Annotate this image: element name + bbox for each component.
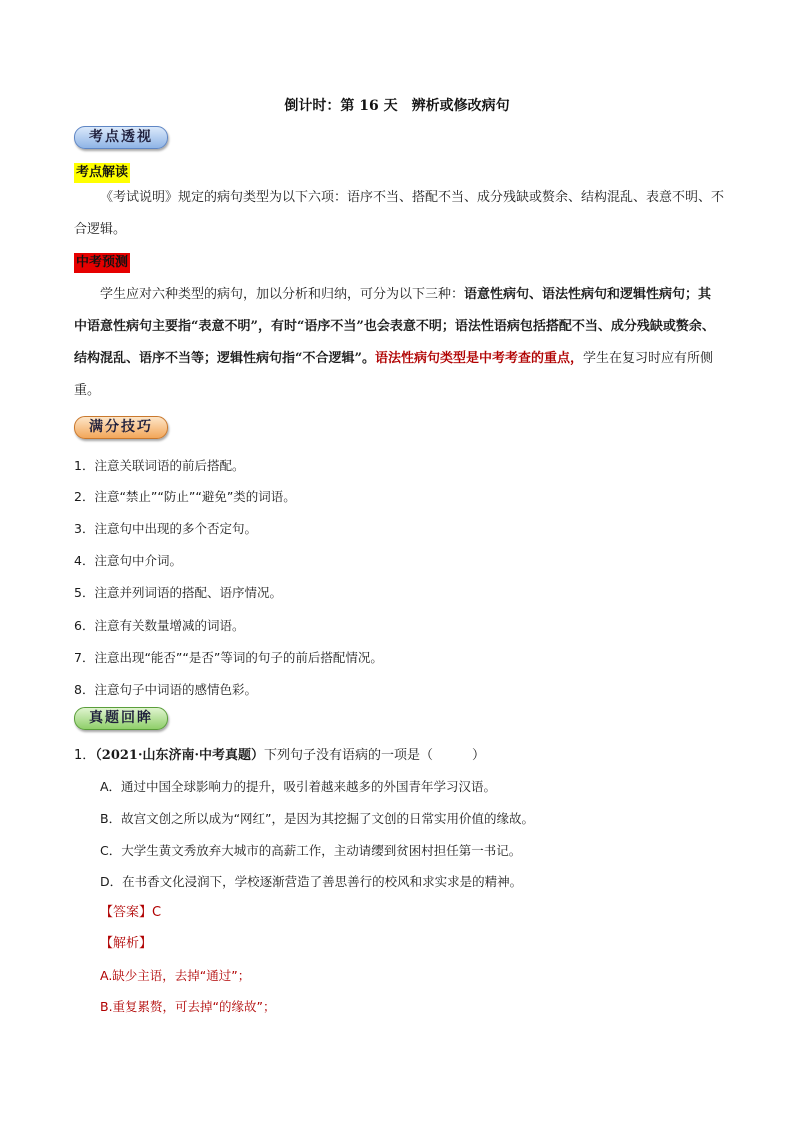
option-b: B．故宫文创之所以成为“网红”，是因为其挖掘了文创的日常实用价值的缘故。 <box>100 811 535 826</box>
yuce-intro: 学生应对六种类型的病句，加以分析和归纳，可分为以下三种： <box>100 287 465 302</box>
yuce-tail: 学生在复习时应有所侧重。 <box>74 351 713 398</box>
analysis-label: 【解析】 <box>100 936 153 951</box>
yuce-bold: 语意性病句、语法性病句和逻辑性病句；其中语意性病句主要指“表意不明”，有时“语序不当”也会表意不明；语法性语病包括搭配不当、成分残缺或赘余、结构混乱、语序不当等；逻辑性病句指“不合逻辑”。 <box>74 287 715 366</box>
question-number: 1． <box>74 748 96 763</box>
tip-item: 1．注意关联词语的前后搭配。 <box>74 458 245 473</box>
tip-item: 4．注意句中介词。 <box>74 553 182 568</box>
tip-item: 6．注意有关数量增减的词语。 <box>74 618 245 633</box>
answer-value: C <box>152 905 162 920</box>
option-d: D．在书香文化浸润下，学校逐渐营造了善思善行的校风和求实求是的精神。 <box>100 874 523 889</box>
tip-item: 8．注意句子中词语的感情色彩。 <box>74 682 257 697</box>
tip-item: 3．注意句中出现的多个否定句。 <box>74 521 257 536</box>
option-c: C．大学生黄文秀放弃大城市的高薪工作，主动请缨到贫困村担任第一书记。 <box>100 843 522 858</box>
question-source: （2021·山东济南·中考真题） <box>95 748 265 763</box>
question-stem <box>74 746 485 766</box>
tip-item: 5．注意并列词语的搭配、语序情况。 <box>74 585 282 600</box>
analysis-item: A.缺少主语，去掉“通过”； <box>100 968 251 983</box>
kaodian-jiedu-body: 《考试说明》规定的病句类型为以下六项：语序不当、搭配不当、成分残缺或赘余、结构混乱、表意不明、不合逻辑。 <box>74 190 725 237</box>
page-title: 倒计时：第 16 天 辨析或修改病句 <box>284 98 510 114</box>
option-a: A．通过中国全球影响力的提升，吸引着越来越多的外国青年学习汉语。 <box>100 779 497 794</box>
question-text: 下列句子没有语病的一项是（ ） <box>264 748 486 763</box>
analysis-item: B.重复累赘，可去掉“的缘故”； <box>100 999 276 1014</box>
label-zhongkao-yuce: 中考预测 <box>74 253 130 273</box>
zhongkao-yuce-text <box>74 279 724 407</box>
tip-item: 2．注意“禁止”“防止”“避免”类的词语。 <box>74 489 296 504</box>
yuce-red-emphasis: 语法性病句类型是中考考查的重点， <box>374 351 583 366</box>
section-badge-jiqiao: 满分技巧 <box>74 416 168 439</box>
section-badge-kaodian: 考点透视 <box>74 126 168 149</box>
tip-item: 7．注意出现“能否”“是否”等词的句子的前后搭配情况。 <box>74 650 383 665</box>
kaodian-jiedu-text <box>74 182 724 246</box>
label-kaodian-jiedu: 考点解读 <box>74 163 130 183</box>
section-badge-huimou: 真题回眸 <box>74 707 168 730</box>
answer-label: 【答案】 <box>100 905 153 920</box>
answer <box>100 903 161 923</box>
